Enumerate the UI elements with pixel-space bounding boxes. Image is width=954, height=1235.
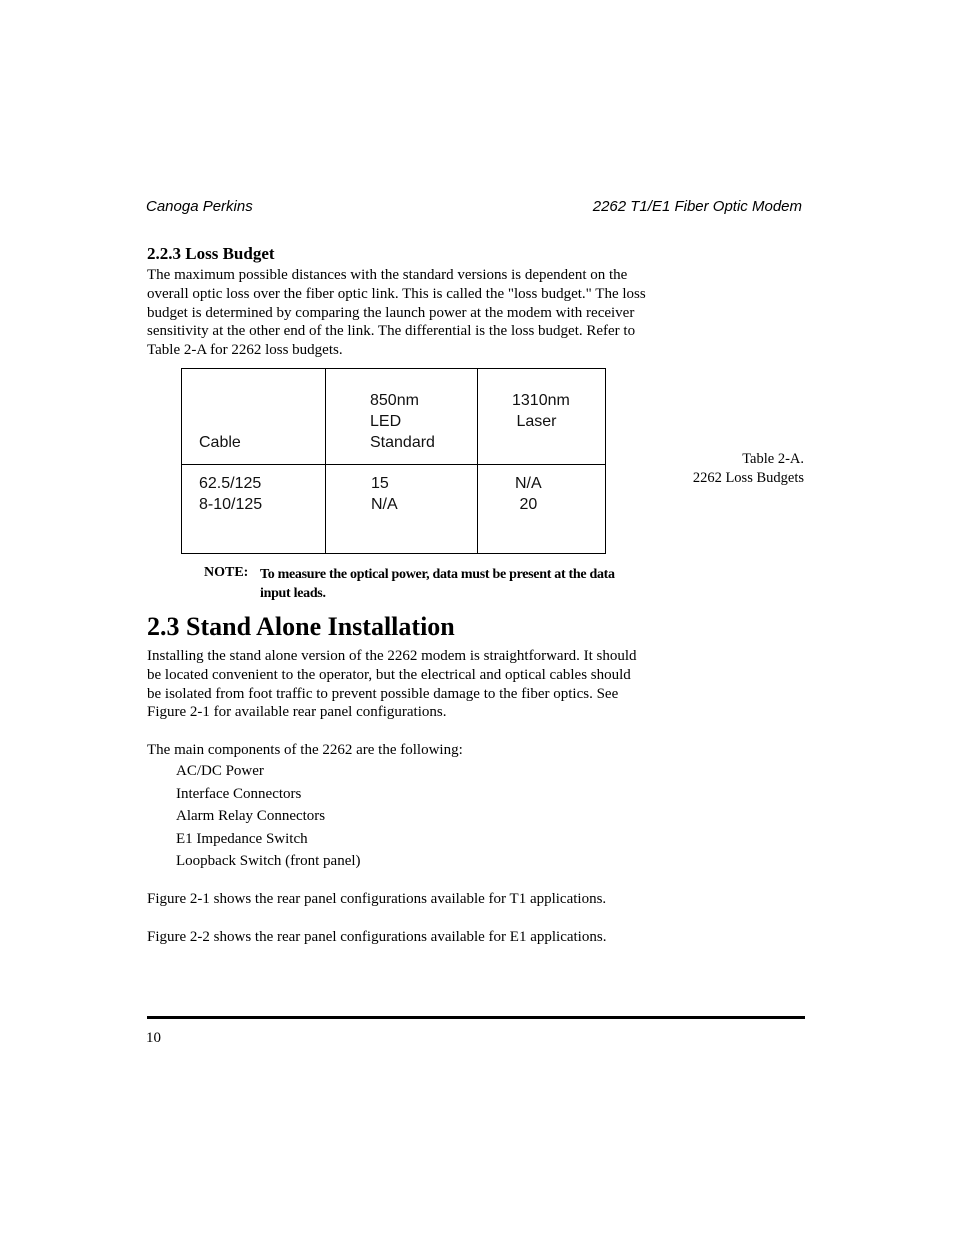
text-line: sensitivity at the other end of the link. The differential is the loss budget. Refer to bbox=[147, 323, 636, 340]
figure-2-1-reference: Figure 2-1 shows the rear panel configurations available for T1 applications. bbox=[147, 891, 607, 907]
text-line: Table 2-A for 2262 loss budgets. bbox=[147, 342, 343, 359]
running-header-company: Canoga Perkins bbox=[146, 198, 253, 215]
section-heading-loss-budget: 2.2.3 Loss Budget bbox=[147, 244, 275, 263]
column-header-cable: Cable bbox=[199, 434, 241, 451]
page-number: 10 bbox=[146, 1030, 161, 1046]
table-cell bbox=[326, 465, 478, 554]
table-cell bbox=[326, 369, 478, 465]
column-header-standard: Standard bbox=[370, 434, 435, 451]
list-item: E1 Impedance Switch bbox=[176, 830, 308, 847]
text-line: The maximum possible distances with the standard versions is dependent on the bbox=[147, 267, 628, 283]
table-cell bbox=[478, 369, 606, 465]
text-line: Figure 2-1 for available rear panel configurations. bbox=[147, 704, 447, 721]
laser-value-multimode: N/A bbox=[515, 475, 542, 492]
text-line: overall optic loss over the fiber optic link. This is called the "loss budget." The loss bbox=[147, 285, 646, 302]
led-value-multimode: 15 bbox=[371, 475, 389, 492]
loss-budget-table bbox=[181, 368, 606, 554]
running-header-title: 2262 T1/E1 Fiber Optic Modem bbox=[592, 198, 802, 215]
components-intro: The main components of the 2262 are the following: bbox=[147, 742, 463, 758]
text-line: budget is determined by comparing the launch power at the modem with receiver bbox=[147, 304, 635, 321]
list-item: AC/DC Power bbox=[176, 763, 264, 779]
footer-rule bbox=[147, 1016, 805, 1019]
table-caption-title: 2262 Loss Budgets bbox=[692, 470, 804, 486]
column-header-laser: Laser bbox=[512, 413, 557, 430]
note-text: To measure the optical power, data must be present at the data input leads. bbox=[260, 567, 615, 601]
table-cell bbox=[478, 465, 606, 554]
text-line: be isolated from foot traffic to prevent possible damage to the fiber optics. See bbox=[147, 685, 619, 702]
figure-2-2-reference: Figure 2-2 shows the rear panel configurations available for E1 applications. bbox=[147, 929, 607, 945]
column-header-850nm: 850nm bbox=[370, 392, 419, 409]
cable-type-singlemode: 8-10/125 bbox=[199, 496, 263, 513]
table-cell bbox=[182, 369, 326, 465]
cable-type-multimode: 62.5/125 bbox=[199, 475, 262, 492]
note-label: NOTE: bbox=[204, 565, 249, 580]
table-header-row bbox=[182, 369, 606, 465]
column-header-led: LED bbox=[370, 413, 402, 430]
table-cell bbox=[182, 465, 326, 554]
laser-value-singlemode: 20 bbox=[515, 496, 538, 513]
components-list bbox=[176, 762, 361, 875]
led-value-singlemode: N/A bbox=[371, 496, 398, 513]
table-row bbox=[182, 465, 606, 554]
column-header-1310nm: 1310nm bbox=[512, 392, 570, 409]
table-caption bbox=[693, 450, 804, 488]
list-item: Loopback Switch (front panel) bbox=[176, 853, 361, 869]
table-caption-number: Table 2-A. bbox=[742, 451, 804, 467]
text-line: be located convenient to the operator, but the electrical and optical cables should bbox=[147, 666, 631, 683]
list-item: Alarm Relay Connectors bbox=[176, 808, 326, 824]
section-heading-stand-alone: 2.3 Stand Alone Installation bbox=[147, 612, 455, 641]
text-line: Installing the stand alone version of the 2262 modem is straightforward. It should bbox=[147, 648, 637, 664]
list-item: Interface Connectors bbox=[176, 785, 302, 802]
loss-budget-paragraph bbox=[147, 266, 677, 360]
installation-paragraph bbox=[147, 647, 667, 722]
